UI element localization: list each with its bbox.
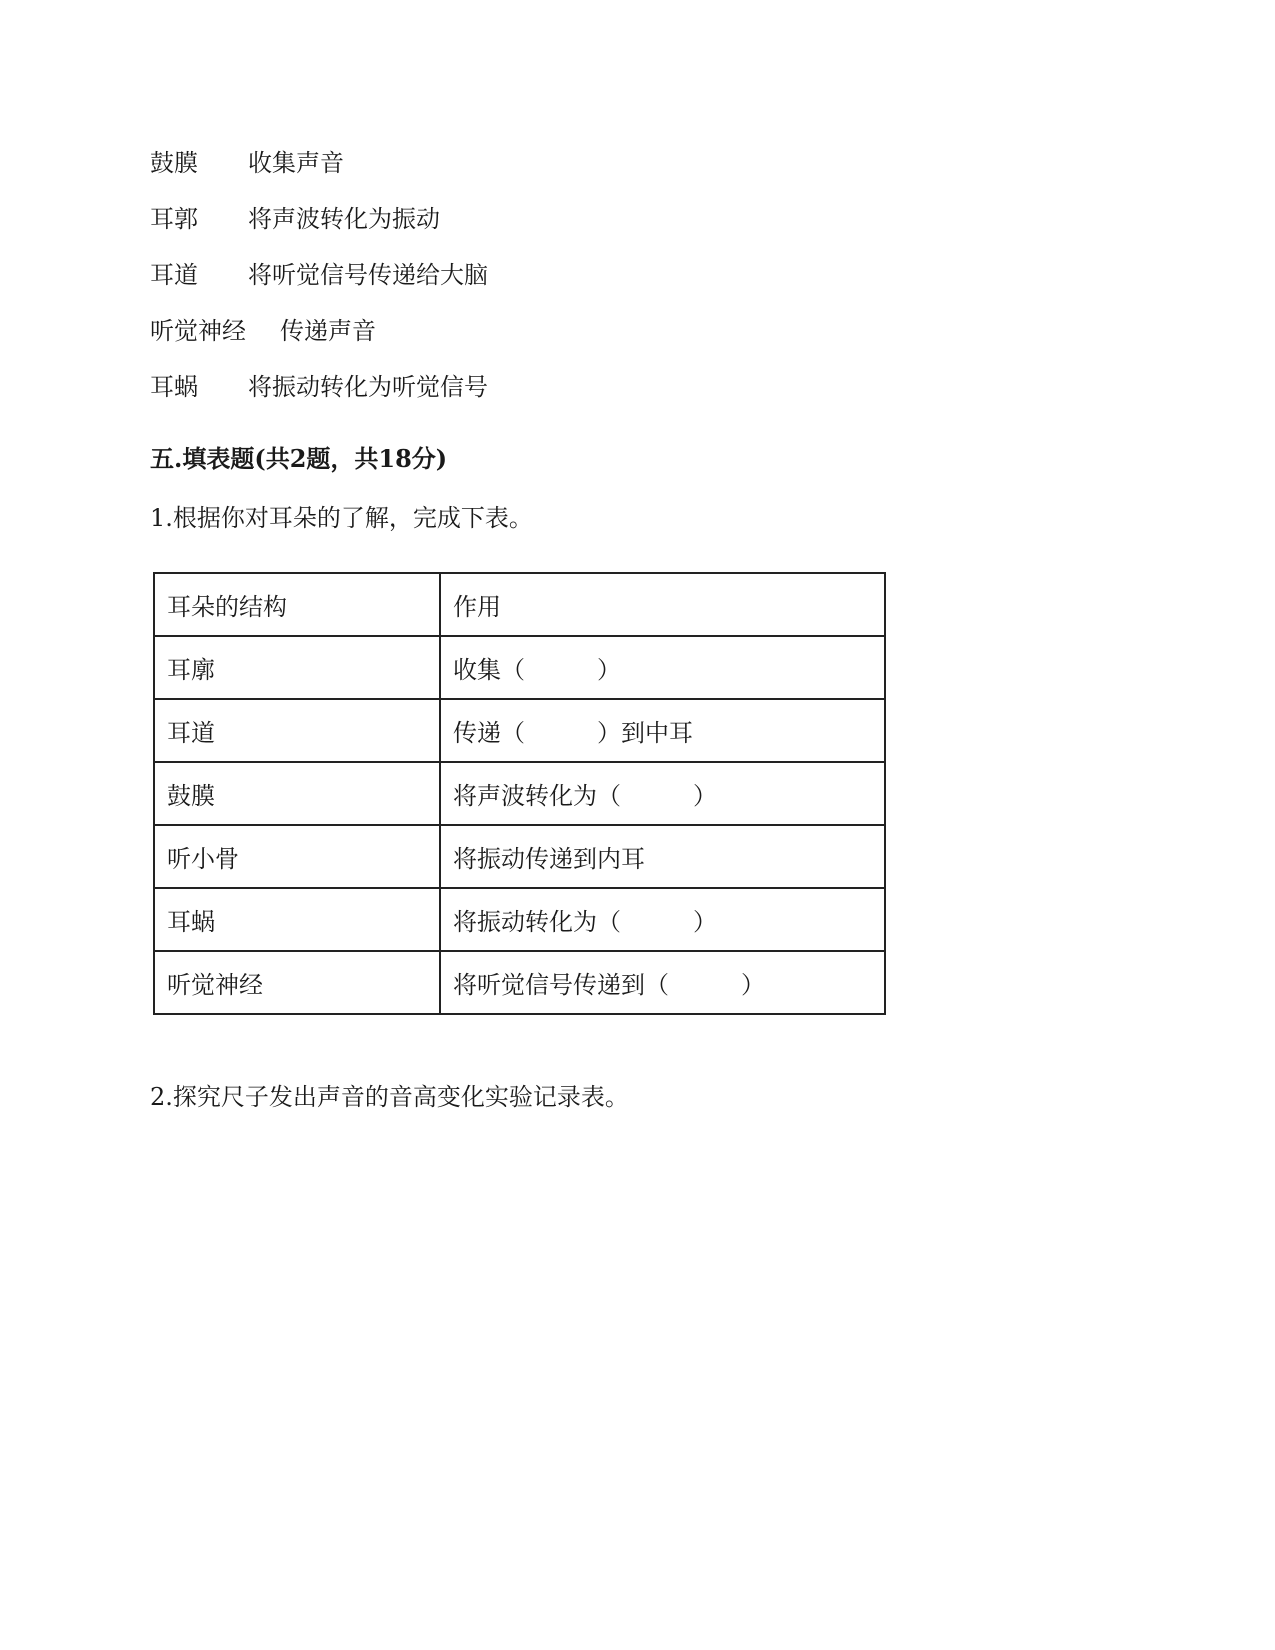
- table-row: [154, 636, 885, 699]
- matching-term: 听觉神经: [150, 317, 246, 345]
- table-row: [154, 762, 885, 825]
- table-cell-structure: 耳廓: [154, 636, 440, 699]
- matching-term: 鼓膜: [150, 149, 198, 177]
- table-header-row: [154, 573, 885, 636]
- matching-function: 将振动转化为听觉信号: [248, 373, 488, 401]
- ear-structure-table: [153, 572, 886, 1015]
- matching-function: 传递声音: [280, 317, 376, 345]
- matching-term: 耳郭: [150, 205, 198, 233]
- question-2: 2.探究尺子发出声音的音高变化实验记录表。: [150, 1083, 629, 1111]
- matching-item: [150, 204, 440, 234]
- table-cell-structure: 耳道: [154, 699, 440, 762]
- question-1: 1.根据你对耳朵的了解，完成下表。: [150, 504, 533, 532]
- table-cell-function[interactable]: 将振动转化为（ ）: [440, 888, 885, 951]
- matching-item: [150, 148, 344, 178]
- table-cell-structure: 听觉神经: [154, 951, 440, 1014]
- matching-item: [150, 260, 488, 290]
- table-row: [154, 825, 885, 888]
- table-row: [154, 888, 885, 951]
- table-cell-function[interactable]: 传递（ ）到中耳: [440, 699, 885, 762]
- matching-item: [150, 372, 488, 402]
- matching-function: 收集声音: [248, 149, 344, 177]
- matching-function: 将声波转化为振动: [248, 205, 440, 233]
- table-cell-structure: 听小骨: [154, 825, 440, 888]
- table-row: [154, 699, 885, 762]
- matching-item: [150, 316, 376, 346]
- table-cell-function[interactable]: 收集（ ）: [440, 636, 885, 699]
- table-header-cell: 耳朵的结构: [154, 573, 440, 636]
- table-cell-function[interactable]: 将听觉信号传递到（ ）: [440, 951, 885, 1014]
- matching-function: 将听觉信号传递给大脑: [248, 261, 488, 289]
- matching-term: 耳蜗: [150, 373, 198, 401]
- table-row: [154, 951, 885, 1014]
- matching-term: 耳道: [150, 261, 198, 289]
- table-header-cell: 作用: [440, 573, 885, 636]
- section-title: 五.填表题(共2题，共18分): [150, 444, 448, 473]
- table-cell-structure: 耳蜗: [154, 888, 440, 951]
- table-cell-function: 将振动传递到内耳: [440, 825, 885, 888]
- table-cell-structure: 鼓膜: [154, 762, 440, 825]
- table-cell-function[interactable]: 将声波转化为（ ）: [440, 762, 885, 825]
